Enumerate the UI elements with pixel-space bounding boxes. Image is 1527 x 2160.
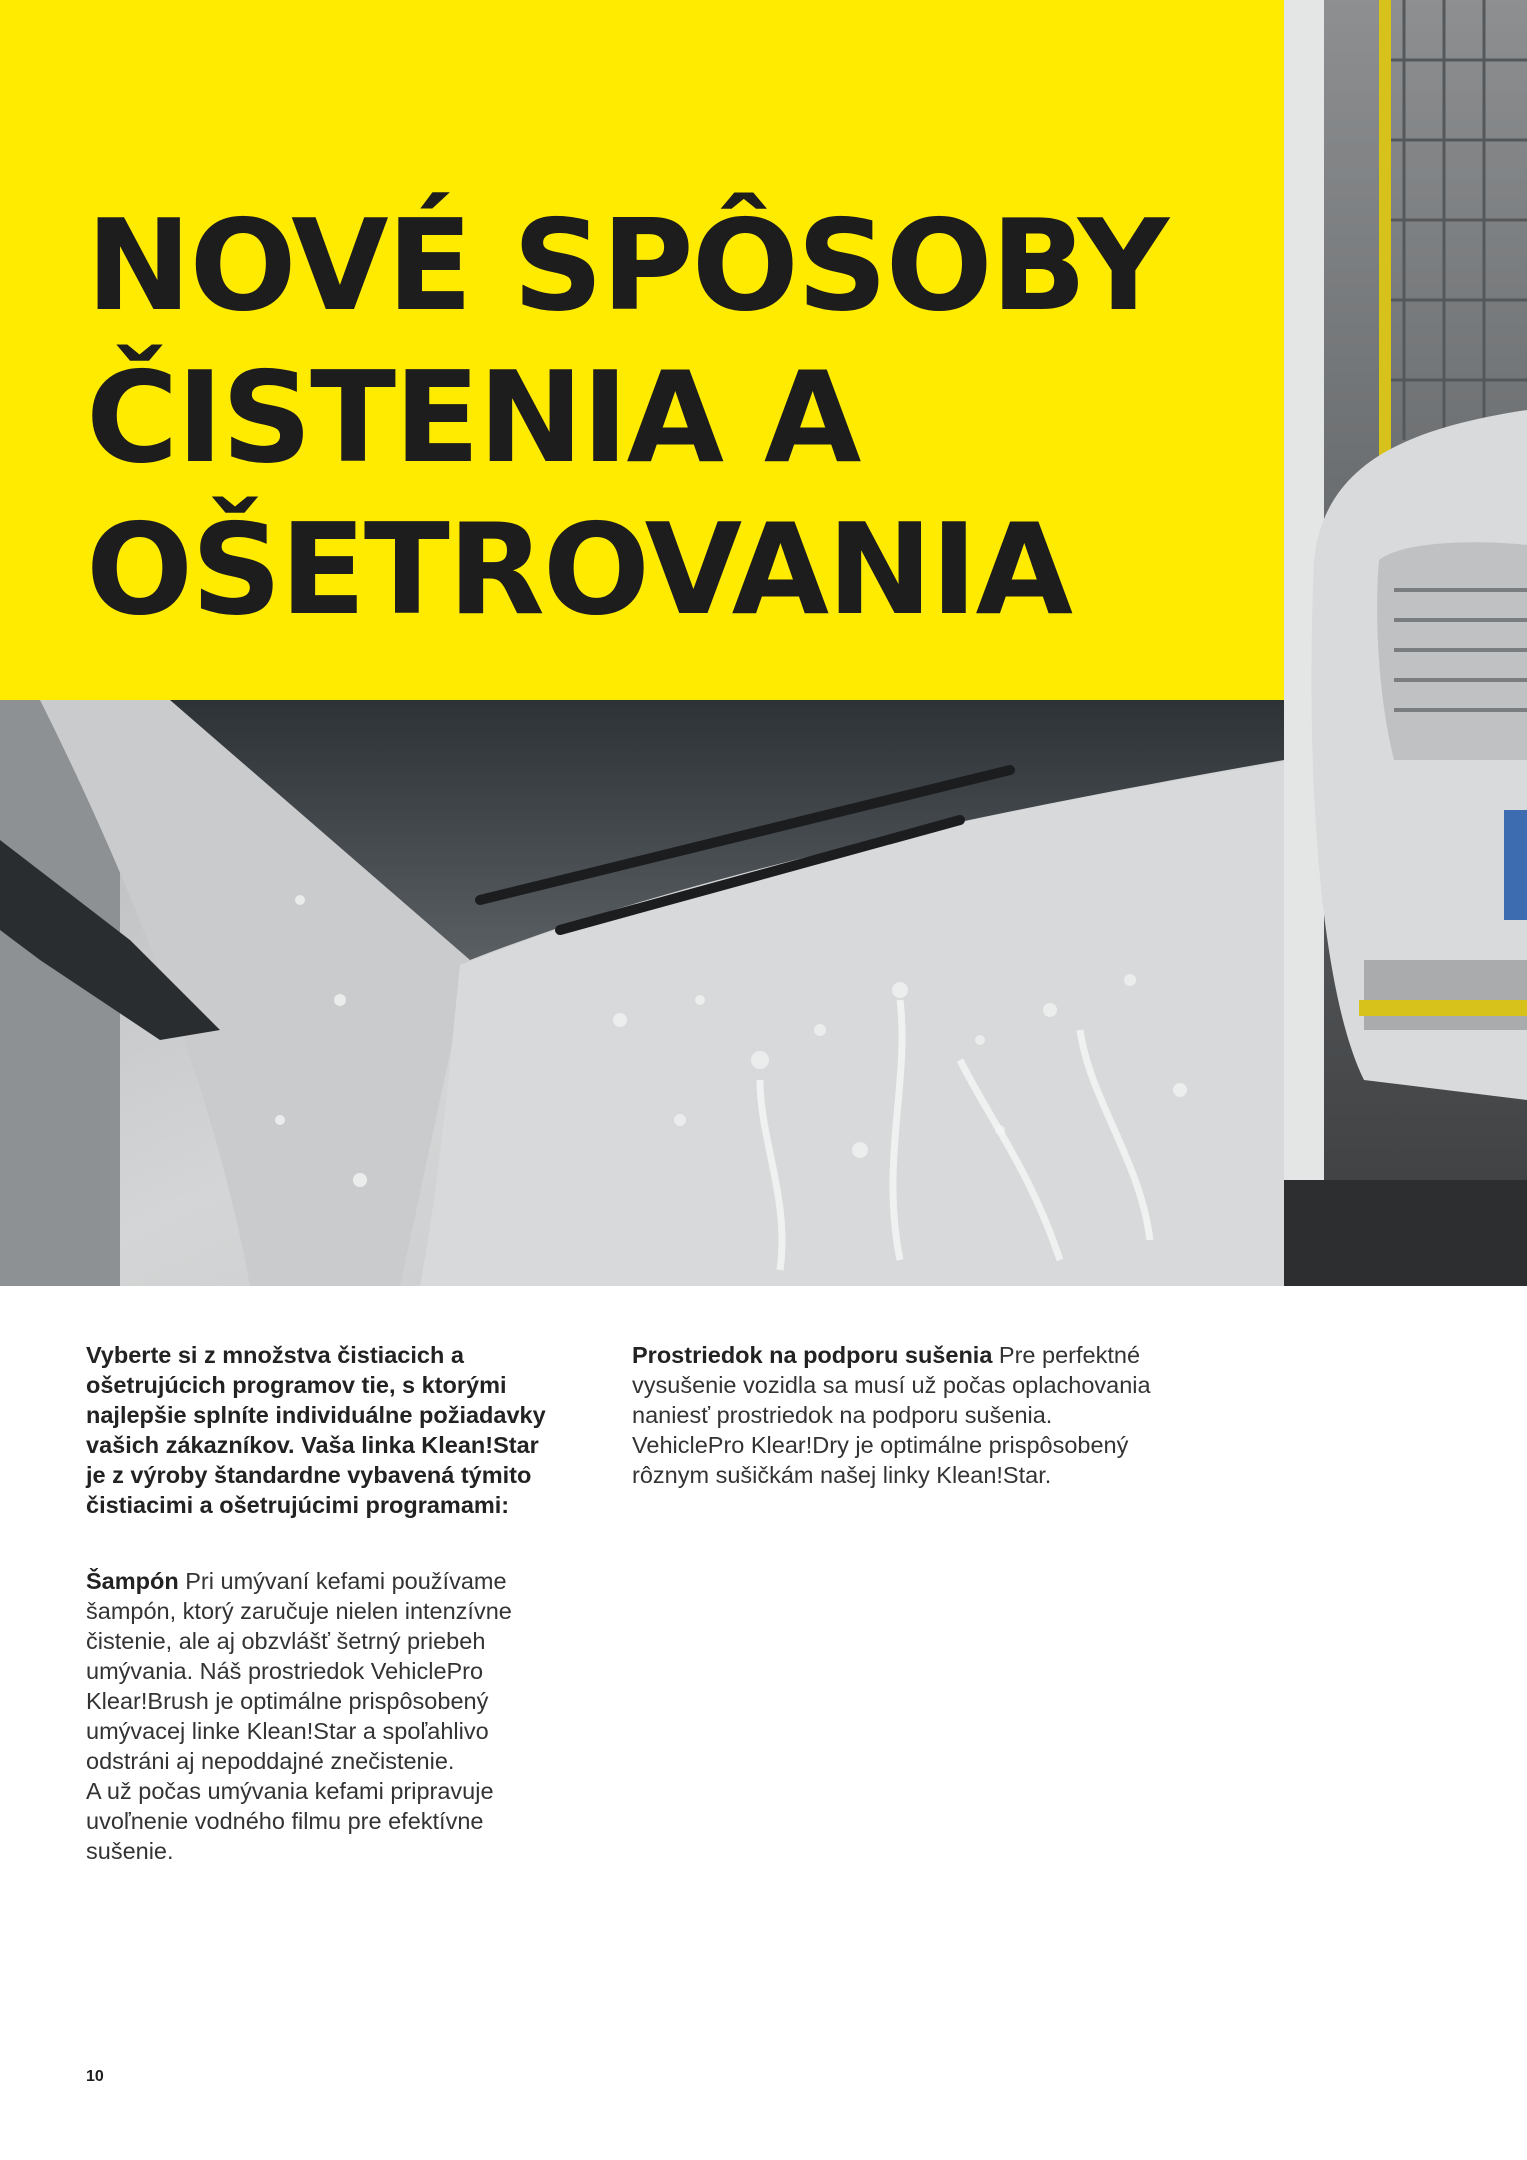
page-title: NOVÉ SPÔSOBY ČISTENIA A OŠETROVANIA <box>86 192 1168 643</box>
left-text-column <box>86 1340 556 1866</box>
wet-car-hood-photo <box>0 700 1284 1286</box>
drying-paragraph <box>632 1340 1152 1490</box>
shampoo-heading: Šampón <box>86 1568 179 1594</box>
drying-text: Pre perfektné vysušenie vozidla sa musí už počas oplachovania naniesť prostriedok na podporu sušenia. VehiclePro Klear!Dry je optimálne prispôsobený rôznym sušičkám našej linky Klean!Star. <box>632 1342 1151 1488</box>
right-text-column <box>632 1340 1152 1490</box>
shampoo-text-continued: A už počas umývania kefami pripravuje uvoľnenie vodného filmu pre efektívne sušenie. <box>86 1778 494 1864</box>
shampoo-text: Pri umývaní kefami používame šampón, ktorý zaručuje nielen intenzívne čistenie, ale aj obzvlášť šetrný priebeh umývania. Náš prostriedok VehiclePro Klear!Brush je optimálne prispôsobený umývacej linke Klean!Star a spoľahlivo odstráni aj nepoddajné znečistenie. <box>86 1568 512 1774</box>
car-wash-foam-photo <box>1284 0 1527 1286</box>
page-number: 10 <box>86 2068 104 2085</box>
intro-paragraph: Vyberte si z množstva čistiacich a ošetrujúcich programov tie, s ktorými najlepšie splníte individuálne požiadavky vašich zákazníkov. Vaša linka Klean!Star je z výroby štandardne vybavená týmito čistiacimi a ošetrujúcimi programami: <box>86 1342 546 1518</box>
drying-heading: Prostriedok na podporu sušenia <box>632 1342 993 1368</box>
shampoo-paragraph <box>86 1566 556 1866</box>
